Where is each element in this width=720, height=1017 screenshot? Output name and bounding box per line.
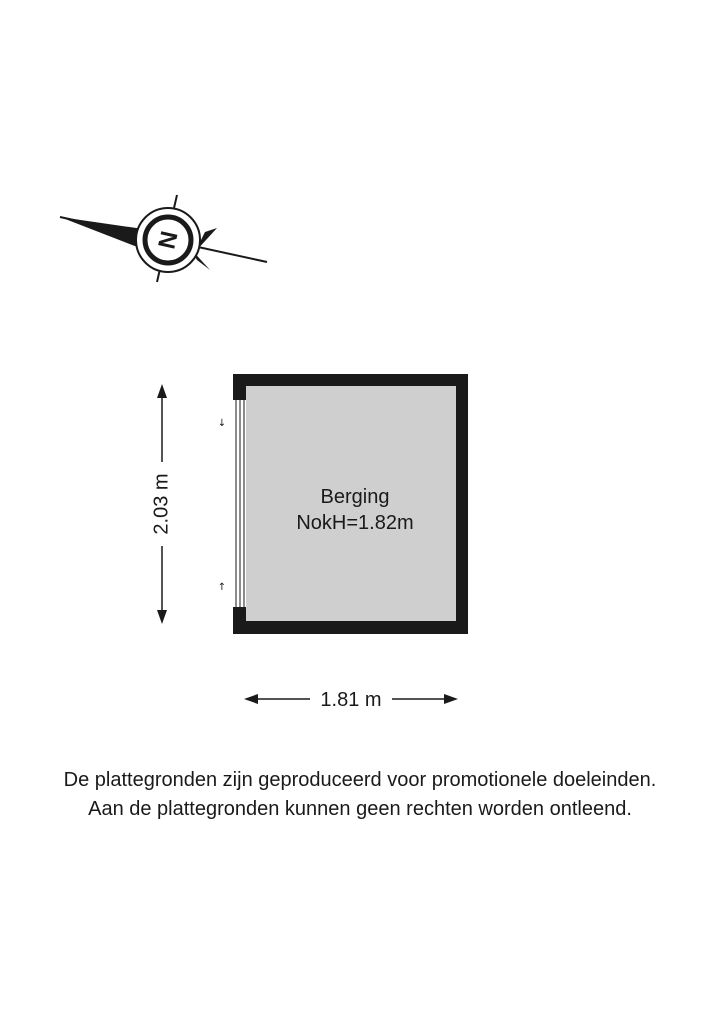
arrow-down-icon (157, 610, 167, 624)
room-berging (218, 374, 468, 634)
disclaimer-line-2: Aan de plattegronden kunnen geen rechten worden ontleend. (88, 798, 632, 820)
dimension-width (244, 689, 458, 711)
dimension-height-label: 2.03 m (150, 473, 173, 535)
compass-north-letter: N (153, 228, 184, 252)
room-name: Berging (320, 486, 390, 508)
arrow-up-icon (157, 384, 167, 398)
room-ridge-height: NokH=1.82m (296, 512, 414, 534)
slide-arrow-up-icon: ↑ (217, 582, 227, 593)
disclaimer-line-1: De plattegronden zijn geproduceerd voor promotionele doeleinden. (63, 769, 657, 791)
arrow-left-icon (244, 694, 258, 704)
dimension-height (150, 384, 172, 624)
dimension-width-label: 1.81 m (320, 689, 382, 711)
disclaimer (0, 766, 720, 824)
slide-arrow-down-icon: ↓ (217, 418, 227, 429)
arrow-right-icon (444, 694, 458, 704)
